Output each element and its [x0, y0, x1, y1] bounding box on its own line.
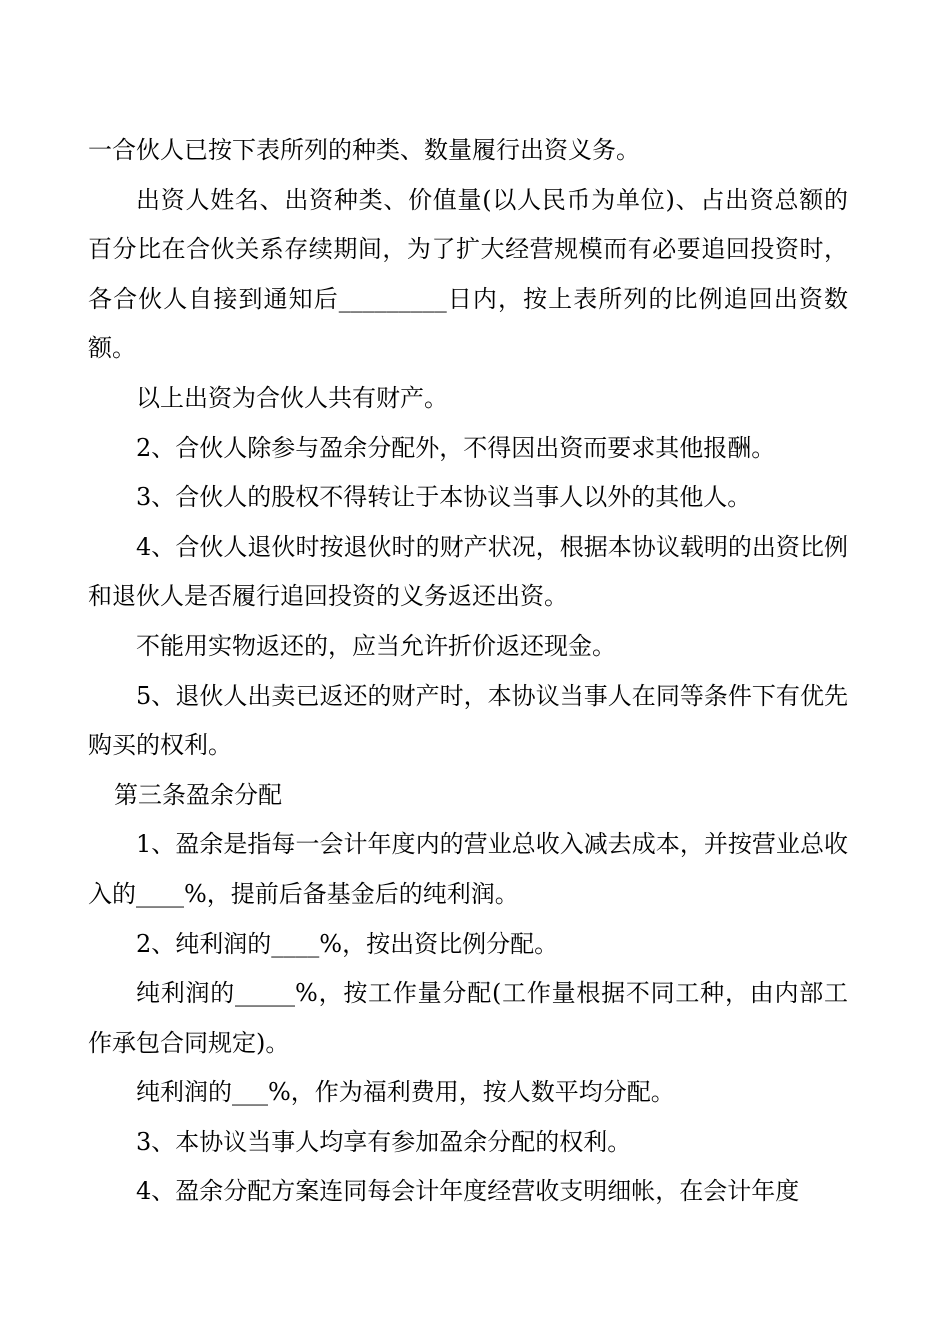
paragraph-profit-definition: 1、盈余是指每一会计年度内的营业总收入减去成本，并按营业总收入的____%，提前后备基金后的纯利润。: [88, 830, 848, 908]
paragraph-contribution-fulfilled: 一合伙人已按下表所列的种类、数量履行出资义务。: [88, 136, 640, 164]
paragraph-clause-2: 2、合伙人除参与盈余分配外，不得因出资而要求其他报酬。: [136, 433, 776, 462]
paragraph-distribution-right: 3、本协议当事人均享有参加盈余分配的权利。: [136, 1127, 632, 1156]
paragraph-cash-refund: 不能用实物返还的，应当允许折价返还现金。: [136, 631, 616, 660]
paragraph-profit-welfare: 纯利润的___%，作为福利费用，按人数平均分配。: [136, 1078, 675, 1107]
document-page: [88, 126, 848, 1217]
paragraph-additional-investment: 出资人姓名、出资种类、价值量(以人民币为单位)、占出资总额的百分比在合伙关系存续期间，为了扩大经营规模而有必要追回投资时，各合伙人自接到通知后_________日内，按上表所列的比例追回出资数额。: [88, 185, 848, 363]
section-heading-profit-distribution: 第三条盈余分配: [114, 780, 282, 809]
paragraph-profit-by-contribution: 2、纯利润的____%，按出资比例分配。: [136, 929, 559, 958]
paragraph-profit-by-workload: 纯利润的_____%，按工作量分配(工作量根据不同工种，由内部工作承包合同规定)。: [88, 979, 848, 1057]
paragraph-common-property: 以上出资为合伙人共有财产。: [136, 383, 448, 412]
paragraph-clause-5: 5、退伙人出卖已返还的财产时，本协议当事人在同等条件下有优先购买的权利。: [88, 681, 848, 760]
paragraph-clause-4: 4、合伙人退伙时按退伙时的财产状况，根据本协议载明的出资比例和退伙人是否履行追回投资的义务返还出资。: [88, 532, 848, 611]
paragraph-distribution-plan: 4、盈余分配方案连同每会计年度经营收支明细帐，在会计年度: [136, 1177, 800, 1206]
paragraph-clause-3: 3、合伙人的股权不得转让于本协议当事人以外的其他人。: [136, 483, 752, 512]
